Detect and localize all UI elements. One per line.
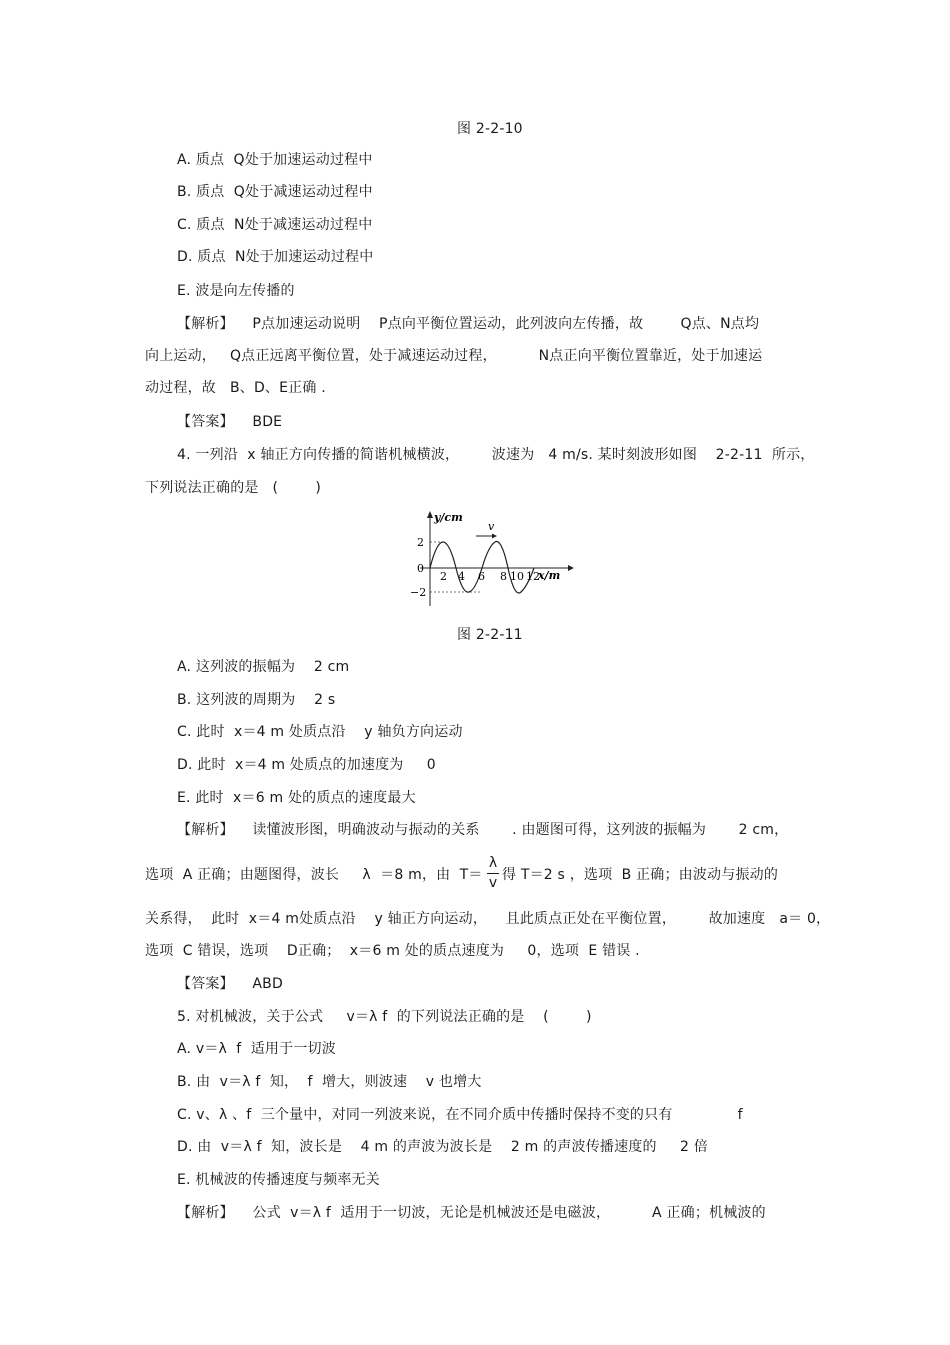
question-stem: 5. 对机械波，关于公式 v＝λ f 的下列说法正确的是 ( ) (177, 1009, 592, 1025)
option-e: E. 波是向左传播的 (177, 283, 295, 299)
question-stem: 下列说法正确的是 ( ) (145, 480, 322, 496)
fraction-numerator: λ (488, 855, 498, 871)
x-axis-label: x/m (538, 569, 561, 582)
option-d: D. 由 v＝λ f 知，波长是 4 m 的声波为波长是 2 m 的声波传播速度的 2 倍 (177, 1139, 708, 1155)
y-tick: 2 (417, 536, 424, 549)
x-tick: 12 (526, 570, 540, 583)
option-a: A. v＝λ f 适用于一切波 (177, 1041, 336, 1057)
answer-line: 【答案】 BDE (177, 414, 283, 430)
y-tick: −2 (410, 586, 427, 599)
answer-line: 【答案】 ABD (177, 976, 283, 992)
figure-caption-2-2-11: 图 2-2-11 (457, 627, 523, 643)
analysis-line: 【解析】 P点加速运动说明 P点向平衡位置运动，此列波向左传播，故 Q点、N点均 (177, 316, 760, 332)
option-e: E. 机械波的传播速度与频率无关 (177, 1172, 380, 1188)
option-b: B. 这列波的周期为 2 s (177, 692, 336, 708)
option-a: A. 这列波的振幅为 2 cm (177, 659, 350, 675)
figure-caption-2-2-10: 图 2-2-10 (457, 121, 523, 137)
velocity-label: v (488, 520, 495, 533)
x-tick: 10 (510, 570, 524, 583)
analysis-line: 【解析】 读懂波形图，明确波动与振动的关系 . 由题图可得，这列波的振幅为 2 cm， (177, 822, 789, 838)
wave-figure-2-2-11 (400, 504, 585, 614)
option-d: D. 此时 x＝4 m 处质点的加速度为 0 (177, 757, 436, 773)
analysis-line: 关系得， 此时 x＝4 m处质点沿 y 轴正方向运动， 且此质点正处在平衡位置， 故加速度 a＝ 0， (145, 911, 831, 927)
analysis-line: 【解析】 公式 v＝λ f 适用于一切波，无论是机械波还是电磁波， A 正确；机械波的 (177, 1205, 766, 1221)
x-tick: 4 (458, 570, 465, 583)
x-tick: 2 (440, 570, 447, 583)
y-tick: 0 (417, 562, 424, 575)
option-b: B. 质点 Q处于减速运动过程中 (177, 184, 373, 200)
fraction-bar (487, 873, 499, 874)
option-a: A. 质点 Q处于加速运动过程中 (177, 152, 373, 168)
option-b: B. 由 v＝λ f 知， f 增大，则波速 v 也增大 (177, 1074, 482, 1090)
x-tick: 6 (478, 570, 485, 583)
analysis-line: 选项 A 正确；由题图得，波长 λ ＝8 m，由 T＝ (145, 867, 483, 883)
x-tick: 8 (500, 570, 507, 583)
option-c: C. v、λ 、f 三个量中，对同一列波来说，在不同介质中传播时保持不变的只有 f (177, 1107, 743, 1123)
analysis-line: 选项 C 错误，选项 D正确； x＝6 m 处的质点速度为 0，选项 E 错误 . (145, 943, 640, 959)
option-c: C. 此时 x＝4 m 处质点沿 y 轴负方向运动 (177, 724, 463, 740)
option-c: C. 质点 N处于减速运动过程中 (177, 217, 373, 233)
y-axis-label: y/cm (434, 511, 463, 524)
question-stem: 4. 一列沿 x 轴正方向传播的简谐机械横波， 波速为 4 m/s. 某时刻波形如图 2-2-11 所示， (177, 447, 815, 463)
fraction-denominator: v (488, 875, 498, 891)
analysis-line: 得 T＝2 s ，选项 B 正确；由波动与振动的 (502, 867, 779, 883)
analysis-line: 动过程，故 B、D、E正确 . (145, 380, 326, 396)
option-e: E. 此时 x＝6 m 处的质点的速度最大 (177, 790, 416, 806)
analysis-line: 向上运动， Q点正远离平衡位置，处于减速运动过程， N点正向平衡位置靠近，处于加速运 (145, 348, 763, 364)
option-d: D. 质点 N处于加速运动过程中 (177, 249, 374, 265)
